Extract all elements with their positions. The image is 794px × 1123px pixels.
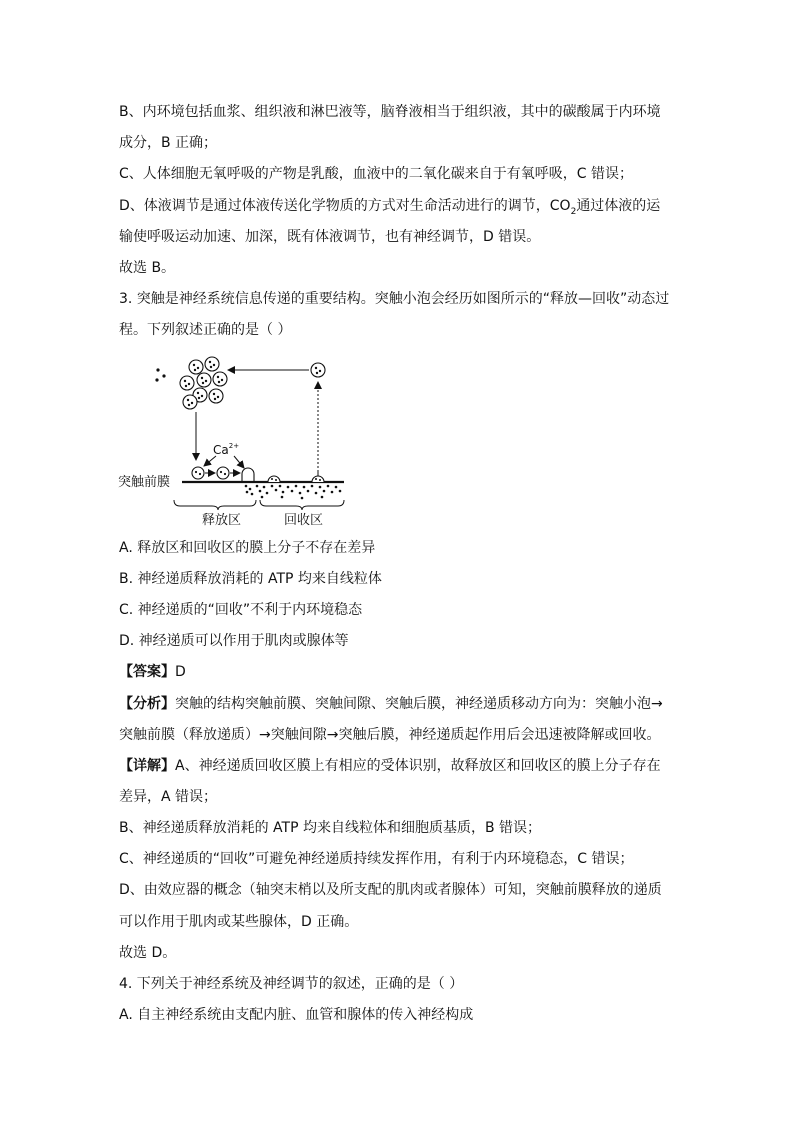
ca-arrow-right <box>234 456 244 468</box>
question4-stem: 4. 下列关于神经系统及神经调节的叙述，正确的是（ ） <box>119 976 464 992</box>
explanation-b-line1: B、内环境包括血浆、组织液和淋巴液等，脑脊液相当于组织液，其中的碳酸属于内环境 <box>119 104 661 120</box>
detail-a-line1 <box>119 756 661 776</box>
question3-option-c: C. 神经递质的“回收”不利于内环境稳态 <box>119 602 363 618</box>
recycled-vesicle <box>311 363 325 377</box>
release-zone-brace <box>174 500 256 510</box>
detail-a-line2: 差异，A 错误； <box>119 789 218 805</box>
question4-option-a: A. 自主神经系统由支配内脏、血管和腺体的传入神经构成 <box>119 1007 474 1023</box>
question3-stem-line1: 3. 突触是神经系统信息传递的重要结构。突触小泡会经历如图所示的“释放—回收”动态过 <box>119 291 670 307</box>
explanation-d-line2: 输使呼吸运动加速、加深，既有体液调节，也有神经调节，D 错误。 <box>119 229 541 245</box>
released-dots <box>245 485 342 500</box>
answer-tag: 【答案】 <box>119 664 175 680</box>
recycle-zone-label: 回收区 <box>284 513 324 528</box>
analysis-line2: 突触前膜（释放递质）→突触间隙→突触后膜，神经递质起作用后会迅速被降解或回收。 <box>119 727 661 743</box>
explanation-d-line1 <box>119 196 660 222</box>
explanation-d-line1-pre: D、体液调节是通过体液传送化学物质的方式对生命活动进行的调节，CO <box>119 198 571 214</box>
release-zone-label: 释放区 <box>202 513 242 528</box>
answer-line <box>119 662 186 682</box>
answer-value: D <box>175 664 186 680</box>
ca-arrow-left <box>204 456 216 466</box>
scattered-dots <box>155 368 165 381</box>
question3-option-d: D. 神经递质可以作用于肌肉或腺体等 <box>119 633 349 649</box>
analysis-line1 <box>119 694 663 714</box>
synapse-diagram <box>112 352 362 532</box>
detail-c-line: C、神经递质的“回收”可避免神经递质持续发挥作用，有利于内环境稳态，C 错误； <box>119 851 634 867</box>
co2-subscript: 2 <box>570 206 577 217</box>
question3-stem-line2: 程。下列叙述正确的是（ ） <box>119 322 292 338</box>
question3-option-a: A. 释放区和回收区的膜上分子不存在差异 <box>119 540 376 556</box>
explanation-d-line1-post: 通过体液的运 <box>576 198 661 214</box>
detail-d-line2: 可以作用于肌肉或某些腺体，D 正确。 <box>119 914 359 930</box>
detail-tag: 【详解】 <box>119 758 175 774</box>
analysis-tag: 【分析】 <box>119 696 175 712</box>
recycle-zone-brace <box>260 500 344 510</box>
question3-choice: 故选 D。 <box>119 945 177 961</box>
detail-d-line1: D、由效应器的概念（轴突末梢以及所支配的肌肉或者腺体）可知，突触前膜释放的递质 <box>119 882 662 898</box>
explanation-choice: 故选 B。 <box>119 260 176 276</box>
synapse-diagram-svg <box>112 352 362 532</box>
ca-label: $Ca^{2+}$ <box>213 442 240 457</box>
explanation-c-line: C、人体细胞无氧呼吸的产物是乳酸，血液中的二氧化碳来自于有氧呼吸，C 错误； <box>119 166 633 182</box>
fusing-vesicle <box>242 468 254 482</box>
membrane-label: 突触前膜 <box>118 475 171 490</box>
detail-a-text-1: A、神经递质回收区膜上有相应的受体识别，故释放区和回收区的膜上分子存在 <box>175 758 661 774</box>
detail-b-line: B、神经递质释放消耗的 ATP 均来自线粒体和细胞质基质，B 错误； <box>119 820 542 836</box>
explanation-b-line2: 成分，B 正确； <box>119 135 218 151</box>
analysis-text-1: 突触的结构突触前膜、突触间隙、突触后膜，神经递质移动方向为：突触小泡→ <box>175 696 663 712</box>
question3-option-b: B. 神经递质释放消耗的 ATP 均来自线粒体 <box>119 571 382 587</box>
